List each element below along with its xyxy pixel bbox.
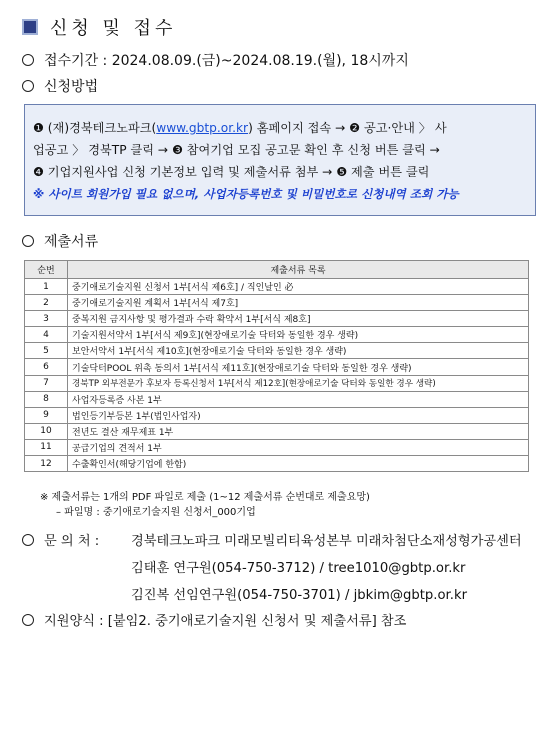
application-method-box <box>24 104 536 216</box>
row-doc: 중복지원 금지사항 및 평가결과 수락 확약서 1부[서식 제8호] <box>68 311 529 327</box>
table-note-submission: ※ 제출서류는 1개의 PDF 파일로 제출 (1~12 제출서류 순번대로 제출요망) <box>40 492 370 503</box>
table-row <box>25 359 529 375</box>
row-no: 3 <box>25 311 68 327</box>
row-no: 5 <box>25 343 68 359</box>
row-doc: 법인등기부등본 1부(법인사업자) <box>68 407 529 423</box>
application-period: 접수기간 : 2024.08.09.(금)~2024.08.19.(월), 18시까지 <box>22 50 409 70</box>
method-heading: 신청방법 <box>22 76 98 96</box>
row-doc: 사업자등록증 사본 1부 <box>68 391 529 407</box>
contact-person-1: 김태훈 연구원(054-750-3712) / tree1010@gbtp.or.kr <box>131 561 466 576</box>
row-no: 12 <box>25 456 68 472</box>
method-note: ※ 사이트 회원가입 필요 없으며, 사업자등록번호 및 비밀번호로 신청내역 조회 가능 <box>33 187 459 201</box>
row-doc: 중기애로기술지원 계획서 1부[서식 제7호] <box>68 295 529 311</box>
method-step-line-2: 업공고 〉 경북TP 클릭 → ❸ 참여기업 모집 공고문 확인 후 신청 버튼 클릭 → <box>33 143 440 157</box>
section-title <box>22 14 176 40</box>
circle-bullet-icon <box>22 80 34 92</box>
row-doc: 보안서약서 1부[서식 제10호](현장애로기술 닥터와 동일한 경우 생략) <box>68 343 529 359</box>
gbtp-website-link[interactable]: www.gbtp.or.kr <box>156 121 249 135</box>
row-doc: 경북TP 외부전문가 후보자 등록신청서 1부[서식 제12호](현장애로기술 닥터와 동일한 경우 생략) <box>68 375 529 391</box>
header-no: 순번 <box>25 261 68 279</box>
method-step-line-3: ❹ 기업지원사업 신청 기본정보 입력 및 제출서류 첨부 → ❺ 제출 버튼 클릭 <box>33 165 430 179</box>
row-no: 7 <box>25 375 68 391</box>
row-no: 4 <box>25 327 68 343</box>
table-row <box>25 279 529 295</box>
row-doc: 전년도 결산 재무제표 1부 <box>68 423 529 439</box>
circle-bullet-icon <box>22 614 34 626</box>
table-row <box>25 407 529 423</box>
table-note-filename: – 파일명 : 중기애로기술지원 신청서_000기업 <box>56 507 256 518</box>
table-row <box>25 343 529 359</box>
table-row <box>25 439 529 455</box>
table-row <box>25 423 529 439</box>
row-no: 2 <box>25 295 68 311</box>
method-step-line-1: ❶ (재)경북테크노파크(www.gbtp.or.kr) 홈페이지 접속 → ❷ 공고·안내 〉 사 <box>33 121 447 135</box>
row-doc: 수출확인서(해당기업에 한함) <box>68 456 529 472</box>
table-row <box>25 295 529 311</box>
contact-label: 문 의 처 : <box>22 530 99 549</box>
circle-bullet-icon <box>22 54 34 66</box>
docs-heading: 제출서류 <box>22 231 98 251</box>
table-row <box>25 375 529 391</box>
row-no: 6 <box>25 359 68 375</box>
row-no: 1 <box>25 279 68 295</box>
row-doc: 중기애로기술지원 신청서 1부[서식 제6호] / 직인날인 必 <box>68 279 529 295</box>
row-no: 8 <box>25 391 68 407</box>
row-no: 10 <box>25 423 68 439</box>
header-docs: 제출서류 목록 <box>68 261 529 279</box>
section-title-text: 신청 및 접수 <box>50 18 177 39</box>
table-row <box>25 391 529 407</box>
table-row <box>25 327 529 343</box>
row-doc: 기술지원서약서 1부[서식 제9호](현장애로기술 닥터와 동일한 경우 생략) <box>68 327 529 343</box>
circle-bullet-icon <box>22 235 34 247</box>
support-form: 지원양식 : [붙임2. 중기애로기술지원 신청서 및 제출서류] 참조 <box>22 610 406 629</box>
table-row <box>25 456 529 472</box>
contact-person-2: 김진복 선임연구원(054-750-3701) / jbkim@gbtp.or.kr <box>131 588 468 603</box>
square-bullet-icon <box>22 19 38 35</box>
row-doc: 기술닥터POOL 위촉 동의서 1부[서식 제11호](현장애로기술 닥터와 동일한 경우 생략) <box>68 359 529 375</box>
table-row <box>25 311 529 327</box>
row-doc: 공급기업의 견적서 1부 <box>68 439 529 455</box>
contact-org: 경북테크노파크 미래모빌리티육성본부 미래차첨단소재성형가공센터 <box>131 534 522 549</box>
row-no: 9 <box>25 407 68 423</box>
documents-table <box>24 260 529 472</box>
row-no: 11 <box>25 439 68 455</box>
table-header-row <box>25 261 529 279</box>
circle-bullet-icon <box>22 534 34 546</box>
